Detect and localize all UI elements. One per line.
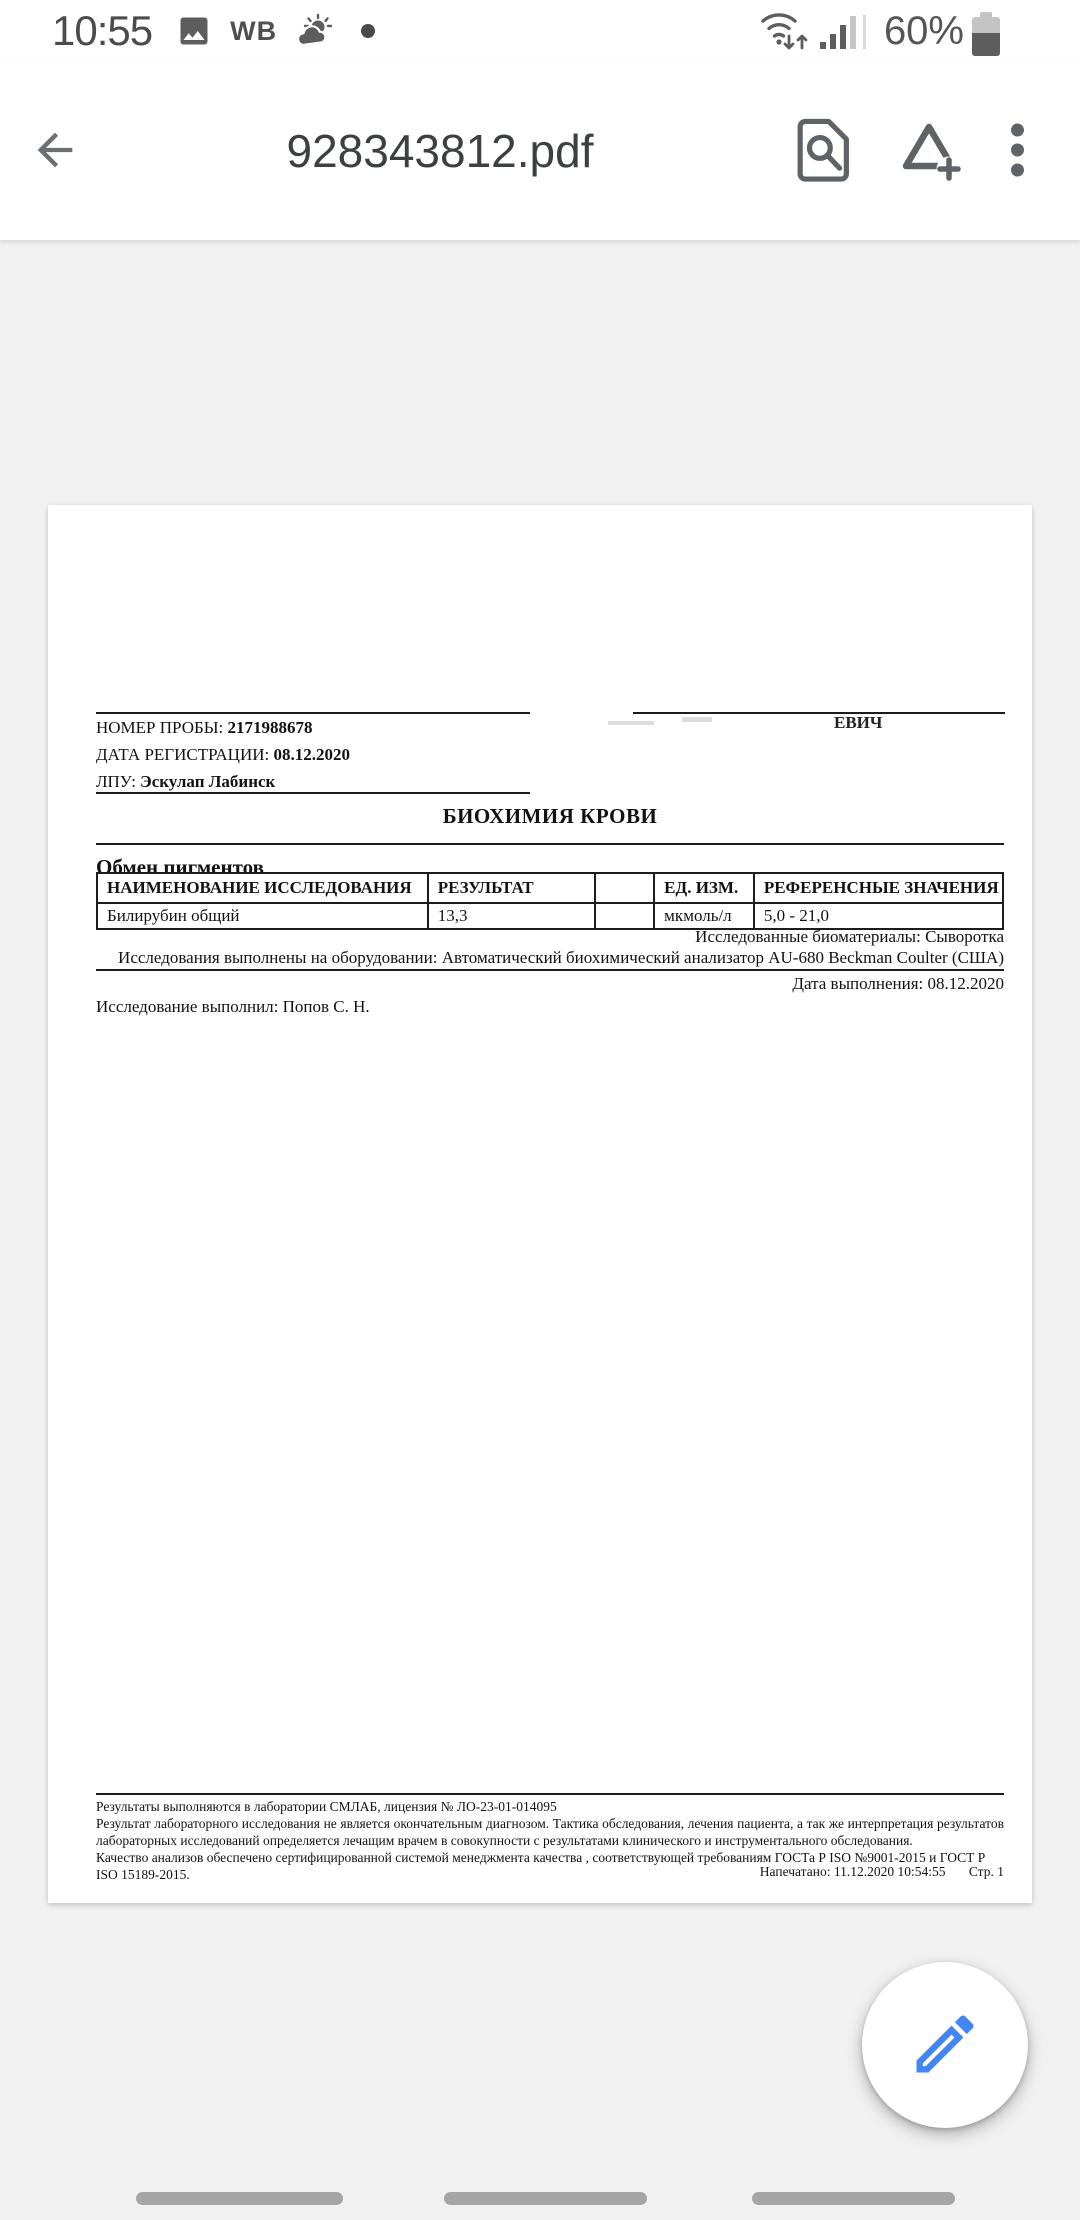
sample-number-label: НОМЕР ПРОБЫ: (96, 718, 224, 737)
search-in-document-icon (796, 117, 850, 186)
pdf-page[interactable] (48, 505, 1032, 1903)
col-header-flag (595, 873, 654, 903)
wb-badge: WB (230, 15, 278, 46)
header-bottom-rule (96, 792, 530, 794)
pdf-title: 928343812.pdf (286, 125, 594, 177)
notes-rule (96, 969, 1004, 971)
wifi-arrows-icon (758, 6, 810, 52)
section-rule (96, 843, 1004, 845)
footer-disclaimer: Результат лабораторного исследования не является окончательным диагнозом. Тактика обследования, лечения пациента, а так же интерпретация результатов лабораторных исследований определяется лечащим врачем в совокупности с результатами клинического и инструментального обследования. (96, 1816, 1004, 1848)
col-header-test-name: НАИМЕНОВАНИЕ ИССЛЕДОВАНИЯ (97, 873, 428, 903)
nav-home-button[interactable] (444, 2192, 647, 2205)
footer-printed-line (96, 1863, 1004, 1880)
page-number: Стр. 1 (968, 1864, 1004, 1879)
performed-by-note: Исследование выполнил: Попов С. Н. (96, 997, 370, 1016)
col-header-reference: РЕФЕРЕНСНЫЕ ЗНАЧЕНИЯ (754, 873, 1003, 903)
sample-number-value: 2171988678 (227, 718, 313, 737)
execution-date-note: Дата выполнения: 08.12.2020 (792, 974, 1004, 993)
lpu-row (96, 771, 275, 793)
status-bar (0, 0, 1080, 62)
lpu-value: Эскулап Лабинск (140, 772, 276, 791)
footer-lab-license: Результаты выполняются в лаборатории СМЛАБ, лицензия № ЛО-23-01-014095 (96, 1799, 557, 1814)
overflow-menu-button[interactable] (982, 91, 1052, 211)
pdf-viewer-toolbar (0, 62, 1080, 240)
group-title: Обмен пигментов (96, 855, 264, 879)
more-vert-icon (1010, 122, 1025, 181)
registration-date-value: 08.12.2020 (273, 745, 350, 764)
cell-units: мкмоль/л (654, 903, 754, 929)
signal-strength-icon (820, 12, 872, 50)
lpu-label: ЛПУ: (96, 772, 136, 791)
redacted-name-fragment: ЕВИЧ (834, 713, 883, 732)
biomaterials-note: Исследованные биоматериалы: Сыворотка (695, 927, 1004, 946)
add-to-drive-button[interactable] (876, 91, 982, 211)
equipment-note: Исследования выполнены на оборудовании: Автоматический биохимический анализатор AU-680 Beckman Coulter (США) (118, 948, 1004, 967)
pencil-icon (907, 2006, 983, 2085)
printed-timestamp: Напечатано: 11.12.2020 10:54:55 (759, 1864, 946, 1879)
back-button[interactable] (0, 62, 110, 240)
cell-reference: 5,0 - 21,0 (754, 903, 1003, 929)
results-table (96, 872, 1004, 930)
pdf-viewer-canvas[interactable] (0, 240, 1080, 2220)
search-in-document-button[interactable] (770, 91, 876, 211)
partly-cloudy-icon (293, 13, 335, 49)
cell-result: 13,3 (428, 903, 596, 929)
gallery-icon (176, 13, 212, 49)
col-header-result: РЕЗУЛЬТАТ (428, 873, 596, 903)
back-arrow-icon (29, 124, 81, 179)
footer-quality: Качество анализов обеспечено сертифицированной системой менеджмента качества , соответствующей требованиям ГОСТа Р ISO №9001-2015 и ГОСТ Р ISO 15189-2015. (96, 1850, 986, 1882)
notification-dot-icon (361, 24, 375, 38)
battery-percent: 60% (883, 9, 964, 53)
battery-icon (972, 12, 1000, 56)
add-to-drive-icon (896, 119, 962, 184)
sample-number-row (96, 717, 313, 739)
table-header-row (97, 873, 1003, 903)
redaction-artifact (682, 717, 712, 722)
status-time: 10:55 (52, 7, 153, 54)
registration-date-label: ДАТА РЕГИСТРАЦИИ: (96, 745, 270, 764)
footer-rule (96, 1793, 1004, 1795)
nav-back-button[interactable] (752, 2192, 955, 2205)
registration-date-row (96, 744, 350, 766)
cell-test-name: Билирубин общий (97, 903, 428, 929)
col-header-units: ЕД. ИЗМ. (654, 873, 754, 903)
header-rule-right (633, 712, 1005, 714)
redaction-artifact (608, 721, 654, 725)
section-title: БИОХИМИЯ КРОВИ (442, 804, 658, 828)
nav-recents-button[interactable] (136, 2192, 343, 2205)
header-rule-left (96, 712, 530, 714)
edit-fab-button[interactable] (862, 1962, 1028, 2128)
